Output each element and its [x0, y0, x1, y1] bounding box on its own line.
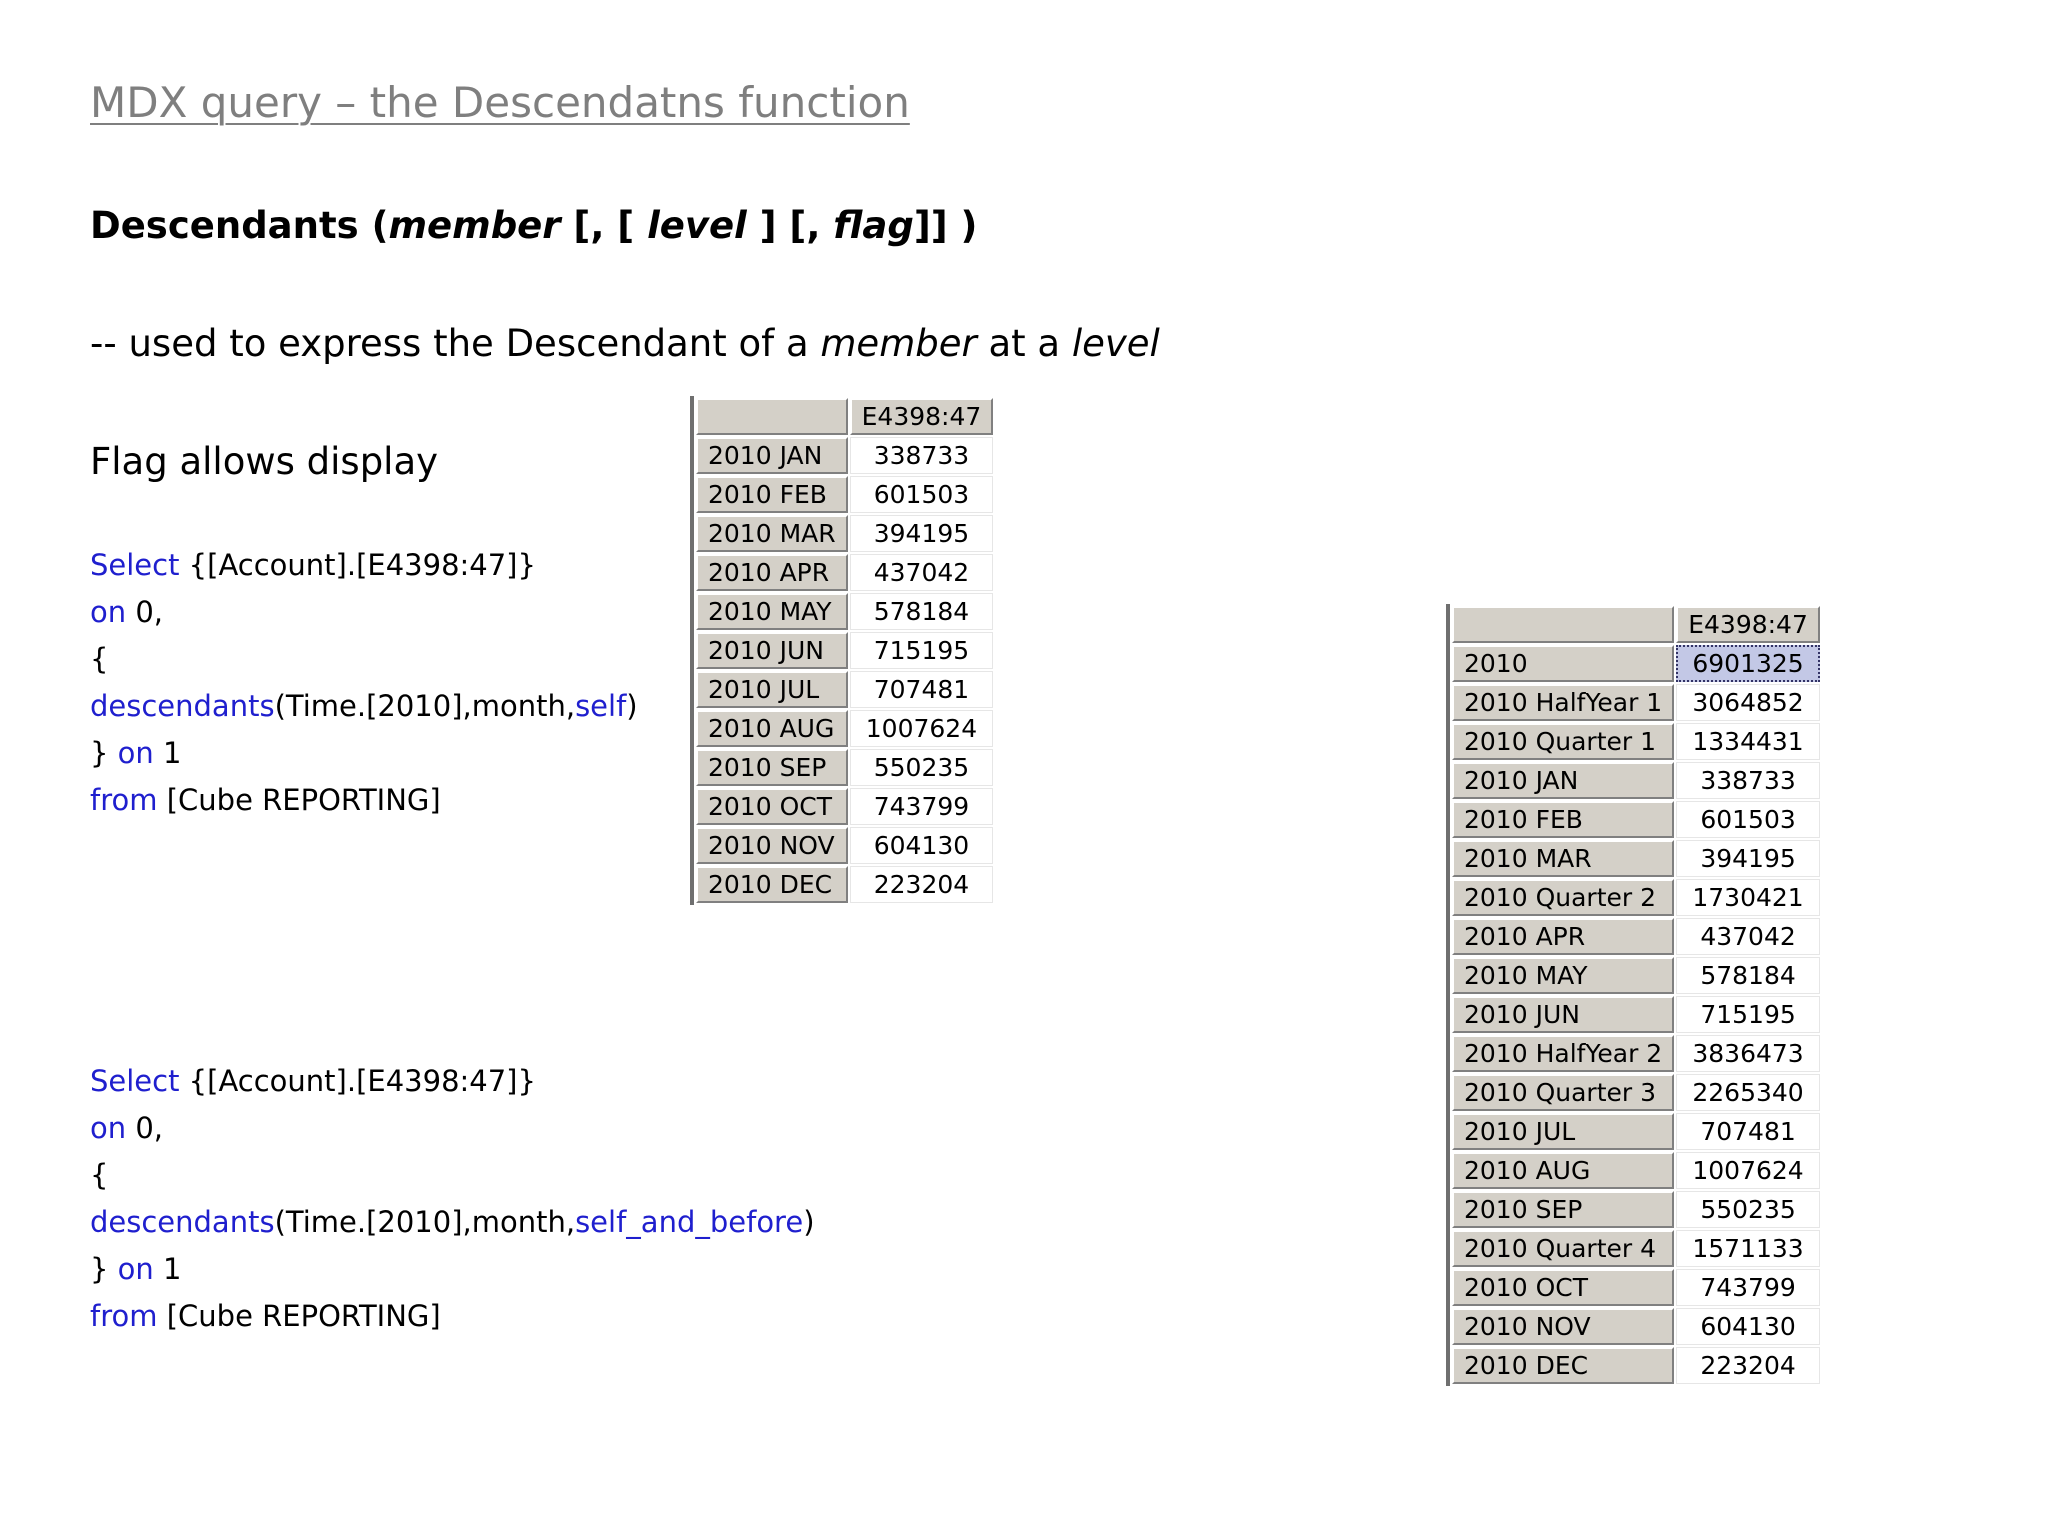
query-line-from: [90, 777, 638, 824]
value-cell[interactable]: 1730421: [1676, 879, 1820, 916]
table-row: [696, 788, 993, 825]
syntax-mid2: ] [,: [746, 204, 834, 247]
row-header[interactable]: 2010 MAR: [1452, 840, 1674, 877]
table-row: [696, 593, 993, 630]
value-cell[interactable]: 715195: [1676, 996, 1820, 1033]
row-header[interactable]: 2010 MAY: [1452, 957, 1674, 994]
row-header[interactable]: 2010 Quarter 1: [1452, 723, 1674, 760]
row-header[interactable]: 2010 JUL: [696, 671, 848, 708]
desc-prefix: -- used to express the Descendant of a: [90, 322, 821, 365]
value-cell[interactable]: 437042: [850, 554, 994, 591]
row-header[interactable]: 2010 NOV: [1452, 1308, 1674, 1345]
keyword-on: on: [90, 1111, 127, 1145]
row-header[interactable]: 2010 HalfYear 2: [1452, 1035, 1674, 1072]
row-header[interactable]: 2010 JUL: [1452, 1113, 1674, 1150]
value-cell[interactable]: 707481: [1676, 1113, 1820, 1150]
syntax-suffix: ]] ): [913, 204, 978, 247]
value-cell[interactable]: 1571133: [1676, 1230, 1820, 1267]
query-line-from: [90, 1293, 815, 1340]
cube-name: [Cube REPORTING]: [157, 783, 441, 817]
query-line-brace-open: [90, 1152, 815, 1199]
value-cell[interactable]: 338733: [850, 437, 994, 474]
value-cell[interactable]: 604130: [1676, 1308, 1820, 1345]
table-row: [1452, 1074, 1820, 1111]
brace-open: {: [90, 1158, 109, 1192]
row-header[interactable]: 2010 Quarter 4: [1452, 1230, 1674, 1267]
selected-value-cell[interactable]: 6901325: [1676, 645, 1820, 682]
row-header[interactable]: 2010 OCT: [1452, 1269, 1674, 1306]
table-row: [1452, 840, 1820, 877]
value-cell[interactable]: 223204: [1676, 1347, 1820, 1384]
query-line-on1: [90, 1246, 815, 1293]
value-cell[interactable]: 601503: [850, 476, 994, 513]
keyword-descendants: descendants: [90, 689, 275, 723]
row-header[interactable]: 2010 AUG: [696, 710, 848, 747]
descendants-args: (Time.[2010],month,: [274, 1205, 576, 1239]
query-line-select: [90, 1058, 815, 1105]
axis-0: 0,: [126, 1111, 164, 1145]
row-header[interactable]: 2010 OCT: [696, 788, 848, 825]
table-row: [1452, 1230, 1820, 1267]
query-line-on0: [90, 589, 638, 636]
row-header[interactable]: 2010 SEP: [1452, 1191, 1674, 1228]
function-syntax: [90, 204, 977, 247]
table-row: [1452, 1347, 1820, 1384]
row-header[interactable]: 2010 HalfYear 1: [1452, 684, 1674, 721]
desc-member: member: [820, 322, 977, 365]
row-header[interactable]: 2010 APR: [1452, 918, 1674, 955]
header-row: [1452, 606, 1820, 643]
row-header[interactable]: 2010 Quarter 2: [1452, 879, 1674, 916]
table-row: [1452, 918, 1820, 955]
value-cell[interactable]: 1334431: [1676, 723, 1820, 760]
table-row: [696, 866, 993, 903]
keyword-on: on: [90, 595, 127, 629]
table-row: [1452, 684, 1820, 721]
query-line-on1: [90, 730, 638, 777]
table-row: [696, 827, 993, 864]
value-cell[interactable]: 338733: [1676, 762, 1820, 799]
row-header[interactable]: 2010 NOV: [696, 827, 848, 864]
result-table: [1450, 604, 1822, 1386]
value-cell[interactable]: 3836473: [1676, 1035, 1820, 1072]
row-header[interactable]: 2010 DEC: [1452, 1347, 1674, 1384]
table-row: [1452, 957, 1820, 994]
query-line-select: [90, 542, 638, 589]
brace-close: }: [90, 736, 118, 770]
table-row: [1452, 879, 1820, 916]
value-cell[interactable]: 578184: [1676, 957, 1820, 994]
descendants-args: (Time.[2010],month,: [274, 689, 576, 723]
keyword-select: Select: [90, 1064, 180, 1098]
select-target: {[Account].[E4398:47]}: [179, 1064, 536, 1098]
mdx-query-self-and-before: [90, 1058, 815, 1340]
keyword-from: from: [90, 1299, 158, 1333]
value-cell[interactable]: 743799: [1676, 1269, 1820, 1306]
table-row: [696, 437, 993, 474]
table-row: [696, 476, 993, 513]
axis-0: 0,: [126, 595, 164, 629]
value-cell[interactable]: 223204: [850, 866, 994, 903]
axis-1: 1: [153, 736, 182, 770]
keyword-on: on: [117, 736, 154, 770]
row-header[interactable]: 2010 FEB: [1452, 801, 1674, 838]
function-description: [90, 322, 1160, 365]
keyword-select: Select: [90, 548, 180, 582]
corner-cell: [1452, 606, 1674, 643]
keyword-flag: self: [575, 689, 627, 723]
value-cell[interactable]: 715195: [850, 632, 994, 669]
keyword-from: from: [90, 783, 158, 817]
row-header[interactable]: 2010 FEB: [696, 476, 848, 513]
column-header[interactable]: E4398:47: [1676, 606, 1820, 643]
table-row: [1452, 1191, 1820, 1228]
table-row: [1452, 762, 1820, 799]
query-line-on0: [90, 1105, 815, 1152]
row-header[interactable]: 2010 MAY: [696, 593, 848, 630]
table-row: [1452, 723, 1820, 760]
row-header[interactable]: 2010 JUN: [1452, 996, 1674, 1033]
table-row: [1452, 1308, 1820, 1345]
value-cell[interactable]: 3064852: [1676, 684, 1820, 721]
row-header[interactable]: 2010 AUG: [1452, 1152, 1674, 1189]
syntax-prefix: Descendants (: [90, 204, 389, 247]
table-row: [696, 632, 993, 669]
value-cell[interactable]: 604130: [850, 827, 994, 864]
corner-cell: [696, 398, 848, 435]
keyword-on: on: [117, 1252, 154, 1286]
row-header[interactable]: 2010 Quarter 3: [1452, 1074, 1674, 1111]
select-target: {[Account].[E4398:47]}: [179, 548, 536, 582]
mdx-query-self: [90, 542, 638, 824]
descendants-close: ): [803, 1205, 815, 1239]
table-row: [696, 671, 993, 708]
table-row: [696, 749, 993, 786]
brace-open: {: [90, 642, 109, 676]
row-header[interactable]: 2010 DEC: [696, 866, 848, 903]
desc-mid: at a: [976, 322, 1072, 365]
value-cell[interactable]: 1007624: [850, 710, 994, 747]
table-row: [696, 710, 993, 747]
row-header[interactable]: 2010 JAN: [696, 437, 848, 474]
table-row: [1452, 801, 1820, 838]
syntax-flag: flag: [833, 204, 914, 247]
row-header[interactable]: 2010 JAN: [1452, 762, 1674, 799]
row-header[interactable]: 2010: [1452, 645, 1674, 682]
desc-level: level: [1071, 322, 1160, 365]
value-cell[interactable]: 550235: [1676, 1191, 1820, 1228]
value-cell[interactable]: 601503: [1676, 801, 1820, 838]
table-row: [1452, 996, 1820, 1033]
value-cell[interactable]: 578184: [850, 593, 994, 630]
value-cell[interactable]: 550235: [850, 749, 994, 786]
query-line-descendants: [90, 1199, 815, 1246]
descendants-close: ): [626, 689, 638, 723]
value-cell[interactable]: 394195: [850, 515, 994, 552]
table-row: [696, 515, 993, 552]
value-cell[interactable]: 743799: [850, 788, 994, 825]
keyword-descendants: descendants: [90, 1205, 275, 1239]
value-cell[interactable]: 707481: [850, 671, 994, 708]
row-header[interactable]: 2010 SEP: [696, 749, 848, 786]
syntax-member: member: [388, 204, 561, 247]
row-header[interactable]: 2010 JUN: [696, 632, 848, 669]
table-row: [1452, 1269, 1820, 1306]
value-cell[interactable]: 1007624: [1676, 1152, 1820, 1189]
syntax-level: level: [647, 204, 747, 247]
row-header[interactable]: 2010 APR: [696, 554, 848, 591]
page-heading: MDX query – the Descendatns function: [90, 78, 910, 127]
cube-name: [Cube REPORTING]: [157, 1299, 441, 1333]
column-header[interactable]: E4398:47: [850, 398, 994, 435]
value-cell[interactable]: 437042: [1676, 918, 1820, 955]
axis-1: 1: [153, 1252, 182, 1286]
table-row: [1452, 1035, 1820, 1072]
value-cell[interactable]: 394195: [1676, 840, 1820, 877]
query-line-brace-open: [90, 636, 638, 683]
flag-note: Flag allows display: [90, 440, 439, 483]
result-grid-self: [690, 396, 995, 905]
result-grid-self-and-before: [1446, 604, 1822, 1386]
query-line-descendants: [90, 683, 638, 730]
header-row: [696, 398, 993, 435]
keyword-flag: self_and_before: [575, 1205, 804, 1239]
table-row: [1452, 1152, 1820, 1189]
table-row: [1452, 1113, 1820, 1150]
brace-close: }: [90, 1252, 118, 1286]
table-row: [1452, 645, 1820, 682]
value-cell[interactable]: 2265340: [1676, 1074, 1820, 1111]
table-row: [696, 554, 993, 591]
result-table: [694, 396, 995, 905]
row-header[interactable]: 2010 MAR: [696, 515, 848, 552]
syntax-mid1: [, [: [560, 204, 648, 247]
